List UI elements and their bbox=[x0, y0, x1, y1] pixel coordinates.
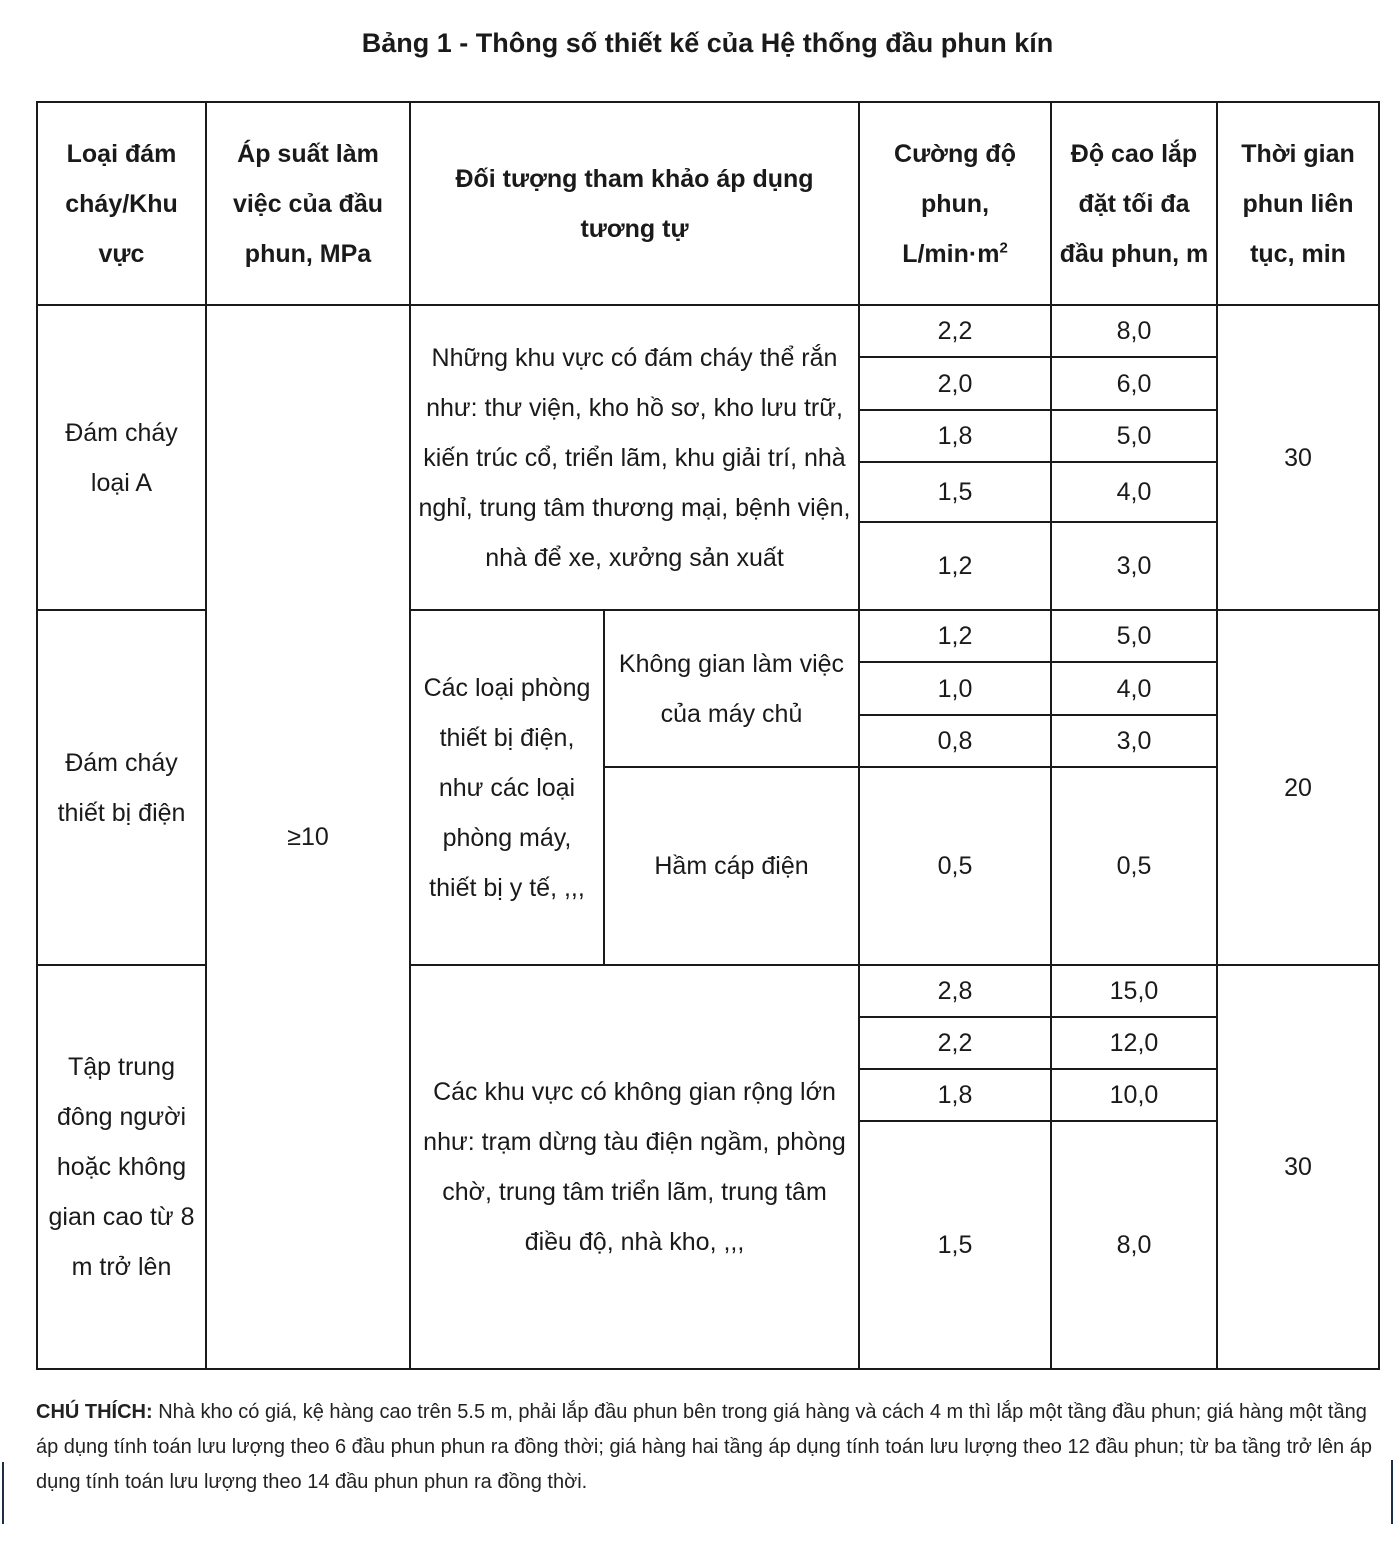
header-pressure: Áp suất làm việc của đầu phun, MPa bbox=[206, 102, 410, 305]
intensity-cell: 1,8 bbox=[859, 1069, 1051, 1121]
intensity-cell: 1,2 bbox=[859, 522, 1051, 610]
intensity-cell: 1,0 bbox=[859, 662, 1051, 715]
height-cell: 15,0 bbox=[1051, 965, 1217, 1017]
height-cell: 10,0 bbox=[1051, 1069, 1217, 1121]
group-b-cable-tunnel: Hầm cáp điện bbox=[604, 767, 859, 965]
group-c-label: Tập trung đông người hoặc không gian cao từ 8 m trở lên bbox=[37, 965, 206, 1369]
group-a-time: 30 bbox=[1217, 305, 1379, 610]
header-height: Độ cao lắp đặt tối đa đầu phun, m bbox=[1051, 102, 1217, 305]
table-title: Bảng 1 - Thông số thiết kế của Hệ thống đầu phun kín bbox=[361, 28, 1054, 58]
group-b-server-space: Không gian làm việc của máy chủ bbox=[604, 610, 859, 767]
group-c-objects: Các khu vực có không gian rộng lớn như: trạm dừng tàu điện ngầm, phòng chờ, trung tâm triển lãm, trung tâm điều độ, nhà kho, ,,, bbox=[410, 965, 859, 1369]
header-intensity-sup: 2 bbox=[999, 239, 1008, 257]
group-b-label: Đám cháy thiết bị điện bbox=[37, 610, 206, 965]
right-edge-line bbox=[1391, 1460, 1393, 1524]
height-cell: 8,0 bbox=[1051, 305, 1217, 357]
height-cell: 5,0 bbox=[1051, 410, 1217, 462]
note-label: CHÚ THÍCH: bbox=[36, 1401, 153, 1423]
height-cell: 8,0 bbox=[1051, 1121, 1217, 1369]
intensity-cell: 1,2 bbox=[859, 610, 1051, 662]
intensity-cell: 1,5 bbox=[859, 462, 1051, 522]
table-note bbox=[36, 1395, 1381, 1500]
height-cell: 3,0 bbox=[1051, 715, 1217, 767]
left-edge-line bbox=[2, 1462, 4, 1524]
height-cell: 12,0 bbox=[1051, 1017, 1217, 1069]
height-cell: 3,0 bbox=[1051, 522, 1217, 610]
table-row bbox=[37, 305, 1379, 357]
height-cell: 5,0 bbox=[1051, 610, 1217, 662]
height-cell: 4,0 bbox=[1051, 662, 1217, 715]
intensity-cell: 2,2 bbox=[859, 305, 1051, 357]
header-time: Thời gian phun liên tục, min bbox=[1217, 102, 1379, 305]
height-cell: 0,5 bbox=[1051, 767, 1217, 965]
intensity-cell: 1,8 bbox=[859, 410, 1051, 462]
header-objects: Đối tượng tham khảo áp dụng tương tự bbox=[410, 102, 859, 305]
intensity-cell: 2,2 bbox=[859, 1017, 1051, 1069]
header-row bbox=[37, 102, 1379, 305]
intensity-cell: 1,5 bbox=[859, 1121, 1051, 1369]
intensity-cell: 0,5 bbox=[859, 767, 1051, 965]
group-b-objects: Các loại phòng thiết bị điện, như các loại phòng máy, thiết bị y tế, ,,, bbox=[410, 610, 604, 965]
pressure-value: ≥10 bbox=[206, 305, 410, 1369]
group-a-objects: Những khu vực có đám cháy thể rắn như: thư viện, kho hồ sơ, kho lưu trữ, kiến trúc cổ, triển lãm, khu giải trí, nhà nghỉ, trung tâm thương mại, bệnh viện, nhà để xe, xưởng sản xuất bbox=[410, 305, 859, 610]
intensity-cell: 0,8 bbox=[859, 715, 1051, 767]
height-cell: 4,0 bbox=[1051, 462, 1217, 522]
group-c-time: 30 bbox=[1217, 965, 1379, 1369]
group-b-time: 20 bbox=[1217, 610, 1379, 965]
intensity-cell: 2,0 bbox=[859, 357, 1051, 410]
height-cell: 6,0 bbox=[1051, 357, 1217, 410]
header-intensity bbox=[859, 102, 1051, 305]
intensity-cell: 2,8 bbox=[859, 965, 1051, 1017]
group-a-label: Đám cháy loại A bbox=[37, 305, 206, 610]
design-parameters-table bbox=[36, 101, 1380, 1370]
header-intensity-text: Cường độ phun, L/min·m bbox=[894, 139, 1016, 268]
note-text: Nhà kho có giá, kệ hàng cao trên 5.5 m, phải lắp đầu phun bên trong giá hàng và cách 4 m thì lắp một tầng đầu phun; giá hàng một tầng áp dụng tính toán lưu lượng theo 6 đầu phun phun ra đồng thời; giá hàng hai tầng áp dụng tính toán lưu lượng theo 12 đầu phun; từ ba tầng trở lên áp dụng tính toán lưu lượng theo 14 đầu phun phun ra đồng thời. bbox=[36, 1401, 1372, 1493]
header-fire-type: Loại đám cháy/Khu vực bbox=[37, 102, 206, 305]
